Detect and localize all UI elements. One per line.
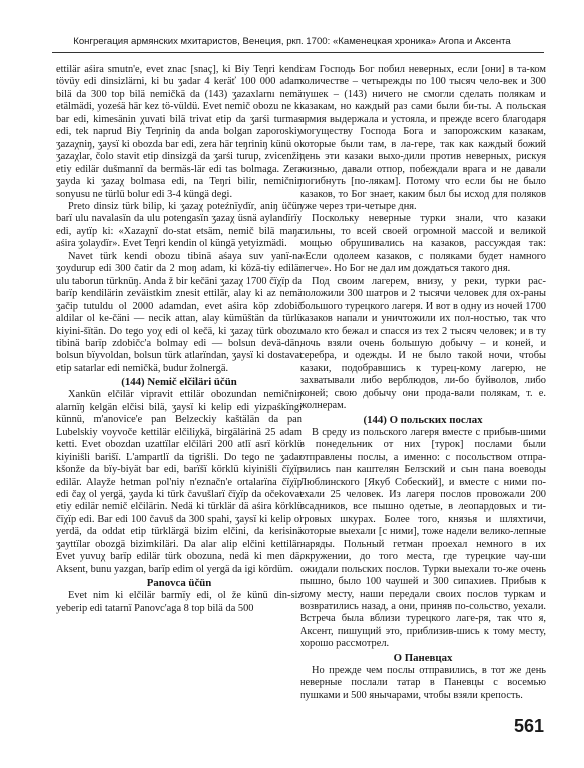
header-rule (52, 52, 544, 53)
left-column-turkic-text (56, 64, 302, 716)
running-header: Конгрегация армянских мхитаристов, Венеция, ркп. 1700: «Каменецкая хроника» Агопа и Аксента (73, 36, 511, 47)
paragraph: Поскольку неверные турки знали, что казаки сильны, то всей своей огромной массой и великой мощью обрушивались на казаков, рассуждая так: «Если одолеем казаков, с поляками будет намного легче». Но Бог не дал им дождаться такого дня. (300, 213, 546, 275)
paragraph: Evet nim ki elčilär barmïy edi, ol že künü din-siz yeberip edi tatarnï Panovc'aga 8 top bilä da 500 (56, 590, 302, 614)
page-number: 561 (513, 716, 544, 736)
paragraph: сам Господь Бог побил неверных, если [они] в та-ком количестве – четырежды по 100 тысяч чело-век и 300 пушек – (143) ничего не смогли сделать полякам и казакам, но каждый раз сами были би-ты. А польская армия выдержала и устояла, и прежде всего благодаря могуществу Господа Бога и запорожским казакам, которые были там, в ла-гере, так как каждый божий день эти казаки выхо-дили против неверных, рискуя жизнью, давали отпор, побеждали врага и не давали погибнуть [по-лякам]. Потому что если бы не было казаков, то Бог знает, каким был бы исход для поляков уже через три-четыре дня. (300, 64, 546, 212)
paragraph: ettilär aśira smutn'e, evet znac [snaç], ki Biy Teŋri kendi tövüy edi dinsizlärni, ki bu ʒadar 4 keräť 100 000 adam bilä da 300 top bilä nemičkä da (143) ʒazaxlarnı nemä etälmädi, yoześä här kez tö-vüldü. Evet nemič obozu ne ki bar edi, kimesänin χuvati bilä trivat etip da ʒarśi turmas edi, tek naprud Biy Teŋriniŋ da anda bolgan zaporoskiy ʒazaχniŋ, ʒaysï ki obozda bar edi, zera här teŋriniŋ künü ol ʒazaχlar, čolo stavit etip dinsizgä da ʒarśi turup, zvicenžit etiy edilär dušmannï da bermäs-lär edi tas bolmaga. Zera ʒayda ki ʒazaχ bolmasa edi, na Teŋri bilir, nemičniŋ sonyusu ne türlü bolur edi 3-4 küngä degi. (56, 64, 302, 200)
paragraph: Preto dinsiz türk bilip, ki ʒazaχ poteźnïydïr, aniŋ üčün barï ulu navalasïn da ulu potengasïn ʒazaχ üsnä aylandïrïy edi, aytïp ki: «Xazaχnï do-stat etsäm, nemič bilä maŋa aśira ʒolaydïr». Evet Teŋri kendin ol küngä yetyizmädi. (56, 200, 302, 250)
paragraph: В среду из польского лагеря вместе с прибыв-шими в понедельник от них [турок] послами были отправлены послы, а именно: с посольством отпра-вились пан каштелян Белзский и сын пана воеводы Люблинского [Якуб Собеский], и вместе с ними по-ехали 25 человек. Из лагеря послов провожали 200 всадников, все пышно одетые, в леопардовых и ти-гровых шкурах. Более того, князья и шляхтичи, которые выехали [с ними], тоже надели велико-лепные наряды. Польный гетман проехал немного в их окружении, до того места, где турецкие чау-ши ожидали польских послов. Турки выехали то-же очень пышно, было 100 чаушей и 300 сипахиев. Прибыв к тому месту, наши передали своих послов туркам и возвратились назад, а они, приняв по-сольство, уехали. Встреча была вблизи турецкого лаге-ря, так что я, Аксент, пишущий это, приблизив-шись к тому месту, хорошо рассмотрел. (300, 426, 546, 650)
section-heading: (144) О польских послах (363, 413, 483, 426)
paragraph: Под своим лагерем, внизу, у реки, турки рас-положили 300 шатров и 2 тысячи человек для ох-раны большого турецкого лагеря. И вот в одну из ночей 1700 казаков напали и уничтожили их пол-ностью, так что мало кто бежал и спасся из тех 2 тысяч человек; и в ту ночь взяли очень большую добычу – и коней, и серебра, и одежды. И не было такой ночи, чтобы казаки, подобравшись к турец-кому лагерю, не захватывали либо верблюдов, ли-бо буйволов, либо коней; свою добычу они прода-вали полякам, т. е. жолнерам. (300, 275, 546, 412)
paragraph: Но прежде чем послы отправились, в тот же день неверные послали татар в Паневцы с восемью пушками и 500 янычарами, чтобы взяли крепость. (300, 664, 546, 701)
paragraph: Xankün elčilär vipravit ettilär obozundan nemičniŋ alarnïŋ kelgän elčisi bilä, ʒaysï ki kelip edi yizpaśkïngi künnü, m'anovice'e pan Belzeckiy kaštälän da pan Lubelskiy voyvoče kettilär elčiliχkä, birgälärinä 25 adam ketti. Evet obozdan uzattïlar elčiläri 200 atlï asrï körklü kiyinišli barišï. L'ampartlï da tigrišli. Do tego ne ʒadar kšonže da bïy-biyät bar edi, barïšï körklü kiyinišli čïχïp edilär. Alayže hetman pol'niy n'eznačn'e ortalarïna čïχïp edi čaχ ol yergä, ʒayda ki türk čavušlarï čïχïp da očekovat etiy edilär nemič elčilärin. Nedä ki türklär dä aśira körklü čïχïp edi. Bar edi 100 čavuš da 300 spahi, ʒaysï ki kelip ol yerdä, da oddat etip türklärgä bizim elčini, da kerisinä ʒayttïlar obozgä bizimkiläri. Da alar alip elčini kettilär. Evet yuvuχ barïp edilär türk obozuna, nedä ki men dä, Aksent, bunu yazgan, barïp edim ol yergä da igi kördüm. (56, 389, 302, 575)
right-column-russian-translation (300, 64, 546, 716)
section-heading: О Паневцах (393, 651, 453, 664)
paragraph: Navet türk kendi obozu tibinä aśaya suv yanï-na ʒoydurup edi 300 čatir da 2 moŋ adam, ki közä-tiy edilär ulu taborun türknüŋ. Anda ž bir kečäni ʒazaχ 1700 čïχïp da barïp kendilärin zeväistkim znesit ettilär, alay ki az nemä ʒačip tutuldu ol 2000 adamdan, evet aśira köp zdobič aldilar ol ke-čäni — necik attan, alay kümüštän da türlü kiyini-šïtän. Do tego yoχ edi ol kečä, ki ʒazaχ türk obozu tibinä barïp zdobičc'a bolmay edi — bolsun devä-dän, bolsun bïyvoldan, bolsun türk atlarïndan, ʒaysï ki dostavat etip satarlar edi nemičkä, budur žolnergä. (56, 250, 302, 374)
section-heading: Panovca üčün (146, 577, 212, 590)
section-heading: (144) Nemič elčiläri üčün (121, 376, 237, 389)
